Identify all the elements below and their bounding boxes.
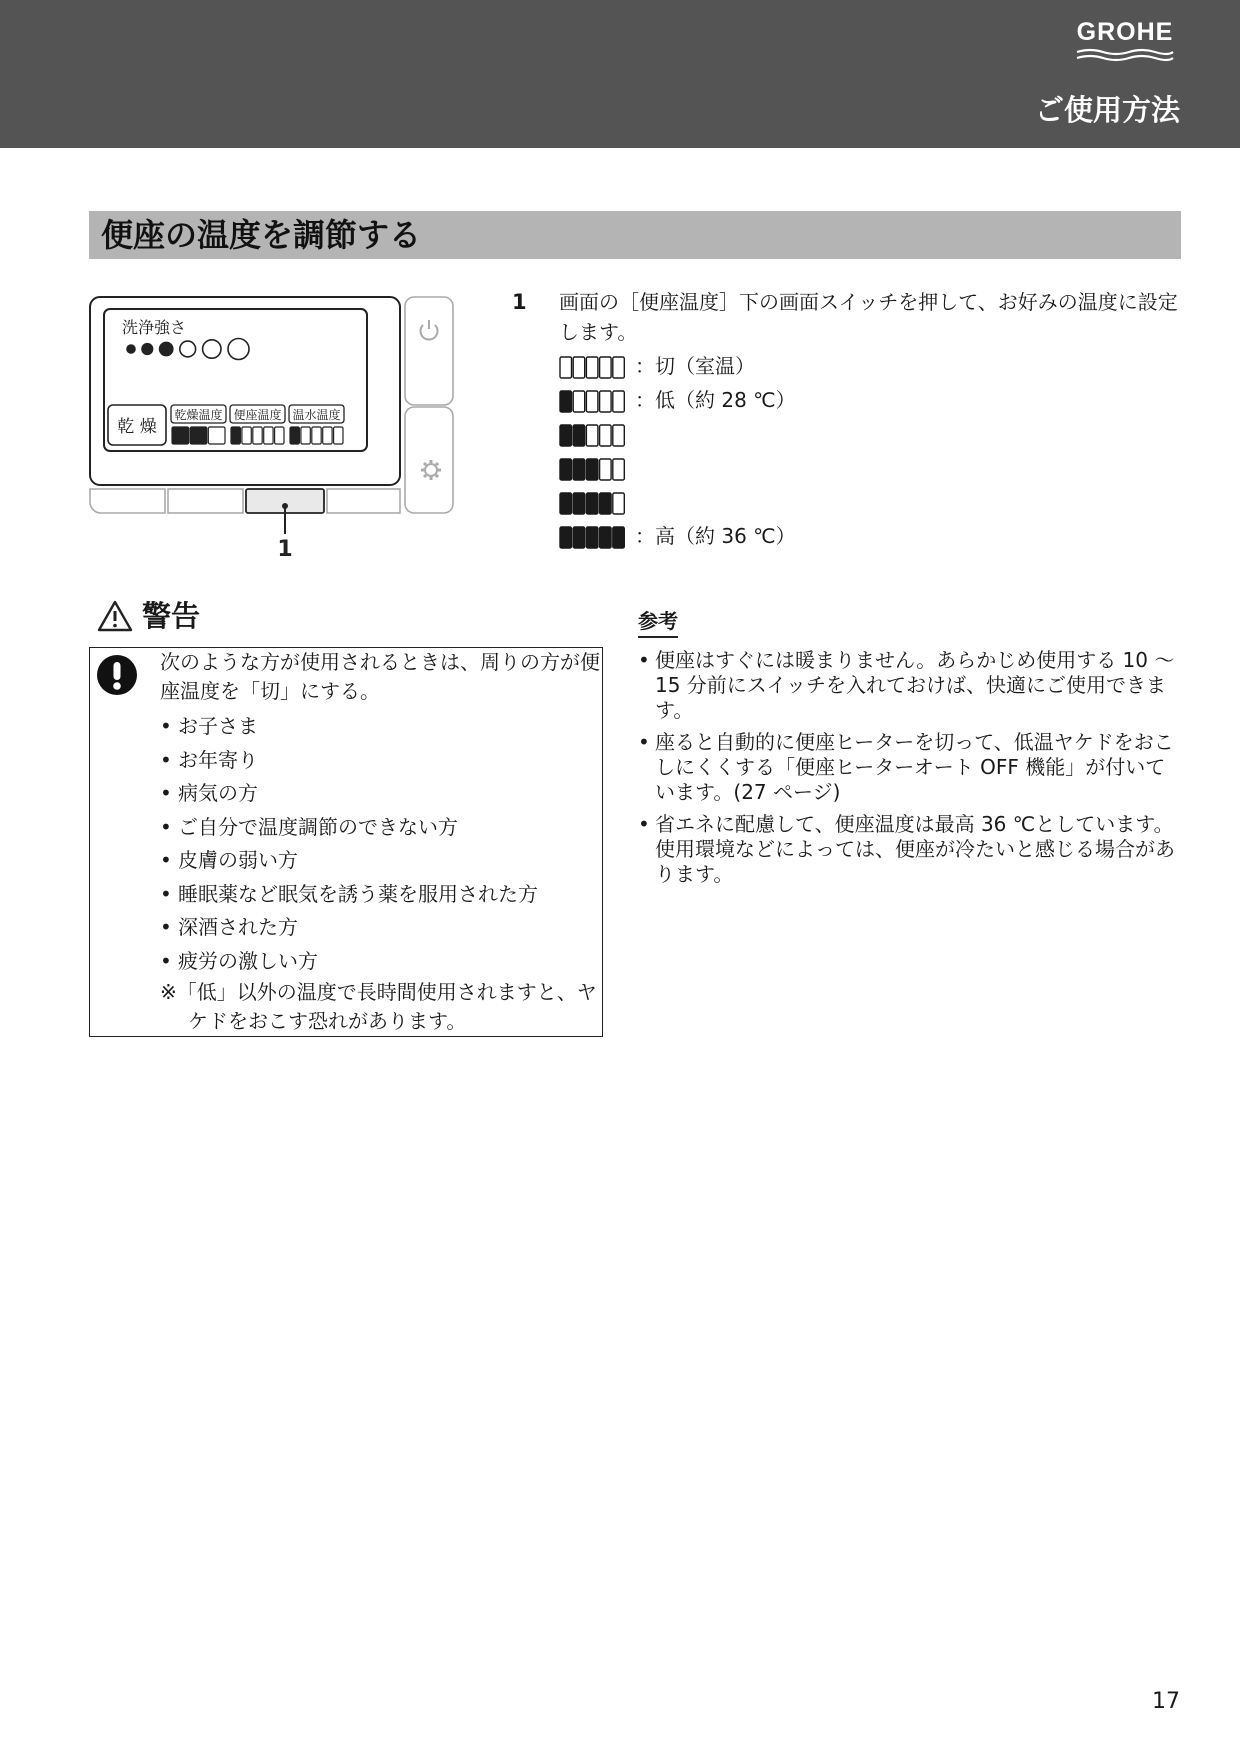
level-segment-filled xyxy=(573,425,585,446)
callout-number: 1 xyxy=(277,537,293,556)
remote-tab-label: 便座温度 xyxy=(233,408,282,422)
level-segment-empty xyxy=(208,427,225,444)
level-segment-filled xyxy=(600,527,612,548)
grohe-logo xyxy=(1070,18,1180,70)
logo-waves-icon xyxy=(1073,48,1177,62)
wash-dot-filled xyxy=(127,345,135,353)
screen-switch-2 xyxy=(168,489,243,513)
warning-list xyxy=(160,710,538,978)
brand-name: GROHE xyxy=(1076,18,1174,46)
level-label: ：切（室温） xyxy=(635,354,755,378)
list-item: • 疲労の激しい方 xyxy=(160,945,538,979)
level-segment-empty xyxy=(613,425,625,446)
list-item: • 省エネに配慮して、便座温度は最高 36 ℃としています。使用環境などによっては、便座が冷たいと感じる場合があります。 xyxy=(638,812,1178,887)
list-item: • 病気の方 xyxy=(160,777,538,811)
level-segment-filled xyxy=(172,427,189,444)
wash-dot-empty xyxy=(203,340,221,358)
level-segment-empty xyxy=(586,425,598,446)
level-segment-filled xyxy=(560,527,572,548)
level-segment-empty xyxy=(600,425,612,446)
level-segment-empty xyxy=(600,391,612,412)
level-segment-filled xyxy=(573,493,585,514)
level-segment-empty xyxy=(613,459,625,480)
warning-triangle-icon xyxy=(97,600,133,632)
level-segment-empty xyxy=(301,427,310,444)
level-segment-empty xyxy=(600,459,612,480)
remote-control-drawing xyxy=(89,294,455,556)
level-segment-filled xyxy=(586,493,598,514)
list-item: • お子さま xyxy=(160,710,538,744)
dry-button-label: 乾 燥 xyxy=(117,417,157,437)
remote-control-illustration xyxy=(89,294,455,556)
level-segment-empty xyxy=(613,357,625,378)
list-item: • 座ると自動的に便座ヒーターを切って、低温ヤケドをおこしにくくする「便座ヒーターオート OFF 機能」が付いています。(27 ページ) xyxy=(638,730,1178,805)
level-segment-empty xyxy=(253,427,262,444)
level-segment-empty xyxy=(586,357,598,378)
level-segment-filled xyxy=(613,527,625,548)
level-segment-filled xyxy=(560,459,572,480)
level-segment-filled xyxy=(573,527,585,548)
remote-tab-label: 乾燥温度 xyxy=(174,408,223,422)
wash-dot-empty xyxy=(228,339,249,360)
reference-heading: 参考 xyxy=(638,607,678,638)
list-item: • 睡眠薬など眠気を誘う薬を服用された方 xyxy=(160,878,538,912)
level-segment-filled xyxy=(600,493,612,514)
level-segment-filled xyxy=(560,391,572,412)
level-indicator-icon xyxy=(559,390,627,414)
settings-button xyxy=(405,407,453,513)
list-item: • お年寄り xyxy=(160,744,538,778)
section-title: 便座の温度を調節する xyxy=(101,216,422,254)
level-segment-empty xyxy=(323,427,332,444)
warning-title: 警告 xyxy=(142,599,201,633)
level-segment-empty xyxy=(312,427,321,444)
level-segment-empty xyxy=(600,357,612,378)
wash-dot-filled xyxy=(142,344,153,355)
level-segment-filled xyxy=(560,425,572,446)
level-segment-empty xyxy=(242,427,251,444)
mandatory-exclamation-icon xyxy=(96,654,138,696)
level-indicator-icon xyxy=(559,458,627,482)
level-segment-empty xyxy=(573,357,585,378)
screen-switch-4 xyxy=(327,489,400,513)
remote-tab-label: 温水温度 xyxy=(292,408,341,422)
section-heading-bar xyxy=(89,211,1181,259)
warning-note: ※「低」以外の温度で長時間使用されますと、ヤケドをおこす恐れがあります。 xyxy=(160,980,597,1033)
wash-strength-label: 洗浄強さ xyxy=(122,318,187,337)
level-label: ：高（約 36 ℃） xyxy=(635,524,796,548)
level-segment-empty xyxy=(334,427,343,444)
page-header xyxy=(0,0,1240,148)
list-item: • 便座はすぐには暖まりません。あらかじめ使用する 10 ～ 15 分前にスイッチを入れておけば、快適にご使用できます。 xyxy=(638,648,1178,723)
step-number: 1 xyxy=(512,290,527,314)
level-segment-empty xyxy=(613,493,625,514)
level-indicator-icon xyxy=(559,424,627,448)
list-item: • 深酒された方 xyxy=(160,911,538,945)
wash-dot-filled xyxy=(160,342,173,355)
step-text: 画面の［便座温度］下の画面スイッチを押して、お好みの温度に設定します。 xyxy=(559,290,1178,344)
level-indicator-icon xyxy=(559,492,627,516)
reference-list xyxy=(638,648,1178,894)
level-segment-filled xyxy=(586,459,598,480)
level-label: ：低（約 28 ℃） xyxy=(635,388,796,412)
list-item: • ご自分で温度調節のできない方 xyxy=(160,811,538,845)
level-segment-empty xyxy=(586,391,598,412)
level-segment-empty xyxy=(560,357,572,378)
list-item: • 皮膚の弱い方 xyxy=(160,844,538,878)
level-segment-filled xyxy=(586,527,598,548)
page-number: 17 xyxy=(1152,1689,1180,1714)
level-segment-filled xyxy=(190,427,207,444)
wash-dot-empty xyxy=(180,341,196,357)
warning-intro: 次のような方が使用されるときは、周りの方が便座温度を「切」にする。 xyxy=(160,650,600,703)
level-segment-empty xyxy=(613,391,625,412)
level-segment-filled xyxy=(290,427,299,444)
header-title: ご使用方法 xyxy=(1034,93,1180,127)
screen-switch-1 xyxy=(90,489,165,513)
level-segment-filled xyxy=(560,493,572,514)
warning-box xyxy=(89,647,603,1037)
level-indicator-icon xyxy=(559,356,627,380)
level-segment-empty xyxy=(573,391,585,412)
level-segment-filled xyxy=(231,427,240,444)
level-segment-empty xyxy=(275,427,284,444)
level-segment-filled xyxy=(573,459,585,480)
level-indicator-icon xyxy=(559,526,627,550)
power-button xyxy=(405,297,453,405)
level-segment-empty xyxy=(264,427,273,444)
